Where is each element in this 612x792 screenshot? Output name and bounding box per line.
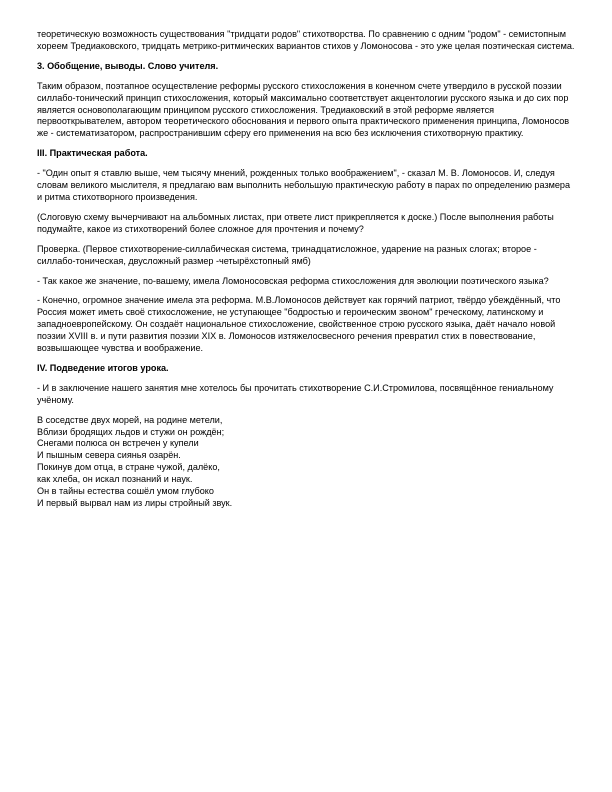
poem-line: И пышным севера сиянья озарён.	[37, 450, 181, 461]
poem-line: как хлеба, он искал познаний и наук.	[37, 474, 193, 485]
heading-conclusions: 3. Обобщение, выводы. Слово учителя.	[37, 60, 219, 71]
paragraph-summary: Таким образом, поэтапное осуществление реформы русского стихосложения в конечном счете утвердило в русской поэзии силлабо-тонический принцип стихосложения, который максимально соответствует акцентологии русского языка и до сих пор является основополагающим принципом русского стихосложения. Тредиаковский в этой реформе является первооткрывателем, автором теоретического обоснования и первого опыта практического применения принципа, Ломоносов же - систематизатором, распространившим сферу его применения на всю без исключения стихотворную практику.	[37, 80, 570, 139]
document-page	[37, 29, 577, 510]
paragraph-check: Проверка. (Первое стихотворение-силлабическая система, тринадцатисложное, ударение на разных слогах; второе - силлабо-тоническая, двусложный размер -четырёхстопный ямб)	[37, 243, 537, 266]
paragraph-final: - И в заключение нашего занятия мне хотелось бы прочитать стихотворение С.И.Стромилова, посвящённое гениальному учёному.	[37, 382, 554, 405]
poem-line: Снегами полюса он встречен у купели	[37, 438, 199, 449]
poem-line: Он в тайны естества сошёл умом глубоко	[37, 486, 214, 497]
paragraph-question: - Так какое же значение, по-вашему, имела Ломоносовская реформа стихосложения для эволюции поэтического языка?	[37, 275, 549, 286]
paragraph-scheme: (Слоговую схему вычерчивают на альбомных листах, при ответе лист прикрепляется к доске.) После выполнения работы подумайте, какое из стихотворений более сложное для прочтения и почему?	[37, 211, 554, 234]
poem-line: И первый вырвал нам из лиры стройный звук.	[37, 498, 233, 508]
heading-practice: III. Практическая работа.	[37, 148, 148, 159]
poem	[37, 415, 577, 510]
poem-line: В соседстве двух морей, на родине метели,	[37, 414, 223, 425]
poem-line: Покинув дом отца, в стране чужой, далёко,	[37, 462, 220, 473]
paragraph-answer: - Конечно, огромное значение имела эта реформа. М.В.Ломоносов действует как горячий патриот, твёрдо убеждённый, что Россия может иметь своё стихосложение, не уступающее "бодростью и героическим звоном" греческому, латинскому и западноевропейскому. Он создаёт национальное стихосложение, свойственное строю русского языка, даёт начало новой поэзии XVIII в. и пути развития поэзии XIX в. Ломоносов изтяжелосвесного речения превратил стих в повествование, возвышающее чувства и воображение.	[37, 295, 561, 354]
paragraph-intro: теоретическую возможность существования "тридцати родов" стихотворства. По сравнению с одним "родом" - семистопным хореем Тредиаковского, тридцать метрико-ритмических вариантов стихов у Ломоносова - это уже целая поэтическая система.	[37, 29, 575, 51]
poem-line: Вблизи бродящих льдов и стужи он рождён;	[37, 426, 225, 437]
heading-lesson-summary: IV. Подведение итогов урока.	[37, 362, 169, 373]
paragraph-quote: - "Один опыт я ставлю выше, чем тысячу мнений, рожденных только воображением", - сказал М. В. Ломоносов. И, следуя словам великого мыслителя, я предлагаю вам выполнить небольшую практическую работу в парах по определению размера и ритма стихотворного произведения.	[37, 168, 571, 202]
